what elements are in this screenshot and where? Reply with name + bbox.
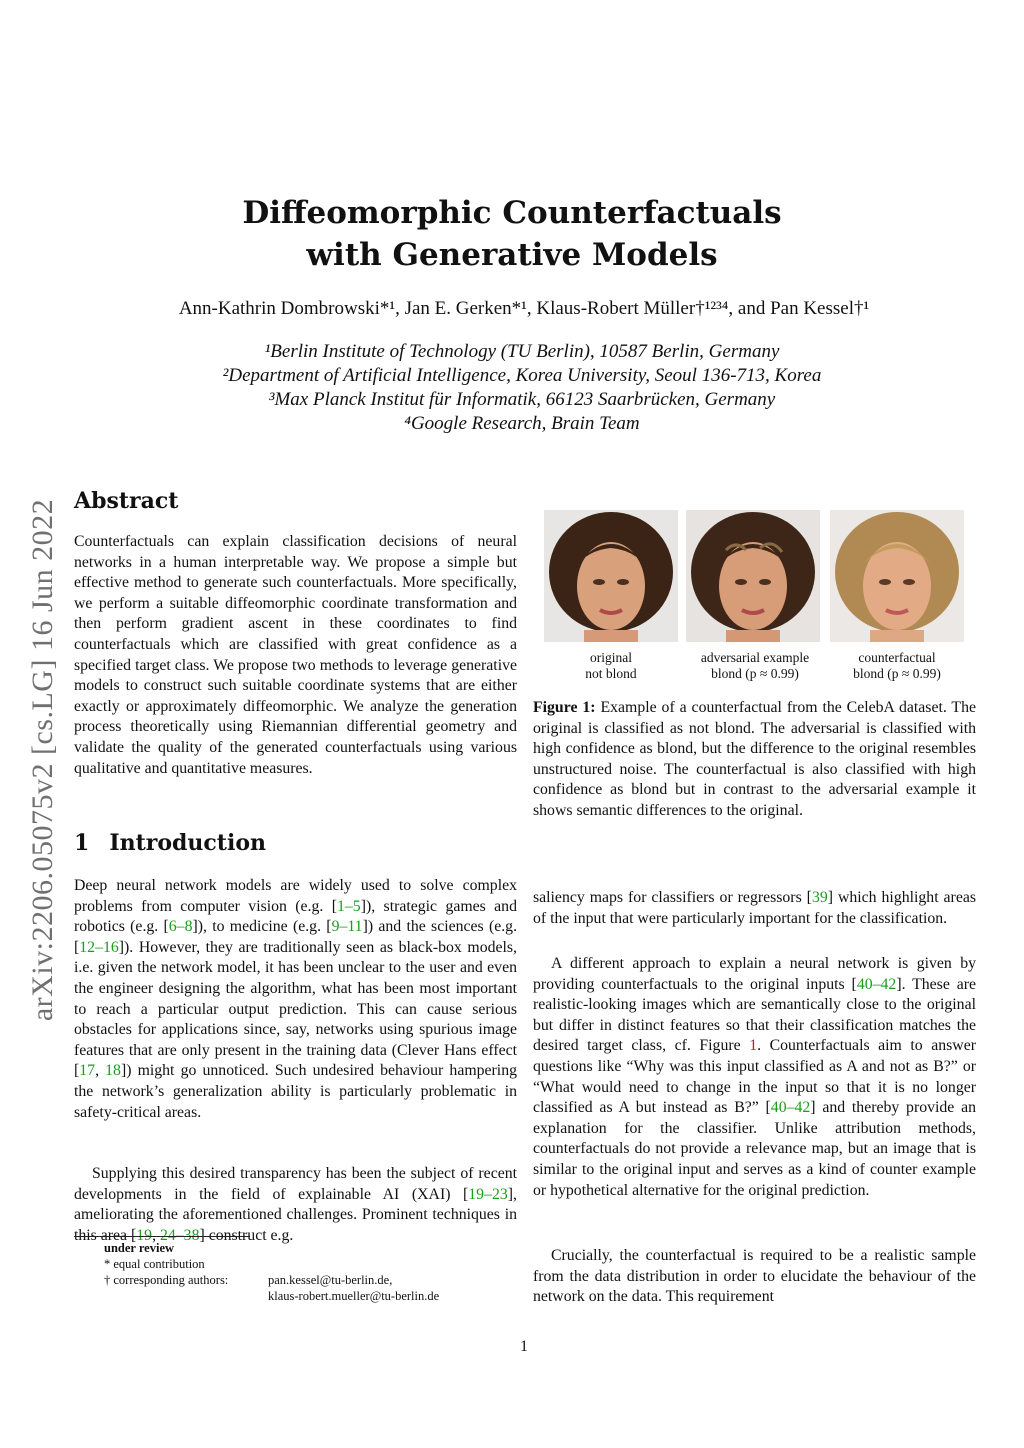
figure-label-original: original not blond [585,650,637,681]
paper-title-line2: with Generative Models [306,237,718,273]
citation-link[interactable]: 39 [811,889,828,906]
figure-image-counterfactual [830,510,964,642]
citation-link[interactable]: 9–11 [331,918,363,936]
citation-link[interactable]: 24–38 [159,1226,200,1244]
footnote-equal-contribution: * equal contribution [104,1257,205,1271]
abstract-heading: Abstract [74,488,179,514]
affiliation-2: ²Department of Artificial Intelligence, Korea University, Seoul 136-713, Korea [222,365,822,386]
figure-label-adversarial: adversarial example blond (p ≈ 0.99) [700,650,810,681]
intro-paragraph-2: Supplying this desired transparency has been the subject of recent developments in the field of explainable AI (XAI) [19–23], ameliorating the aforementioned challenges. Prominent techniques in this area [19, 24–38] construct e.g. [74,1165,517,1244]
figure-image-original [544,510,678,642]
citation-link[interactable]: 40–42 [770,1099,811,1117]
right-paragraph-3: Crucially, the counterfactual is required to be a realistic sample from the data distribution in order to elucidate the behaviour of the network on the data. This requirement [533,1247,976,1306]
figure-label-counterfactual: counterfactual blond (p ≈ 0.99) [853,650,941,681]
figure-image-adversarial [686,510,820,642]
footnote-email-2[interactable]: klaus-robert.mueller@tu-berlin.de [268,1289,440,1303]
intro-heading [74,830,266,856]
citation-link[interactable]: 1–5 [337,897,361,915]
author-list: Ann-Kathrin Dombrowski*¹, Jan E. Gerken*¹, Klaus-Robert Müller†¹²³⁴, and Pan Kessel†¹ [178,298,870,319]
citation-link[interactable]: 18 [105,1062,121,1080]
intro-paragraph-1: Deep neural network models are widely used to solve complex problems from computer vision (e.g. [1–5]), strategic games and robotics (e.g. [6–8]), to medicine (e.g. [9–11]) and the sciences (e.g. [12–16]). However, they are traditionally seen as black-box models, i.e. given the network model, it has been unclear to the user and even the engineer designing the algorithm, what has been most important to reach a particular output prediction. This can cause serious obstacles for applications since, say, networks using spurious image features that are only present in the training data (Clever Hans effect [17, 18]) might go unnoticed. Such undesired behaviour hampering the network’s generalization ability is particularly problematic in safety-critical areas. [74,877,518,1121]
footnote-review: under review [104,1241,175,1255]
figure-link[interactable]: 1 [749,1037,758,1055]
affiliation-1: ¹Berlin Institute of Technology (TU Berlin), 10587 Berlin, Germany [264,341,780,362]
citation-link[interactable]: 6–8 [168,918,193,936]
citation-link[interactable]: 17 [79,1062,96,1080]
page-number: 1 [520,1338,528,1355]
figure-caption: Figure 1: Example of a counterfactual from the CelebA dataset. The original is classified as not blond. The adversarial is classified with high confidence as blond, but the difference to the original resembles unstructured noise. The counterfactual is also classified with high confidence as blond but in contrast to the adversarial example it shows semantic differences to the original. [533,699,976,819]
paper-title-line1: Diffeomorphic Counterfactuals [242,195,782,231]
footnote-corresponding-label: † corresponding authors: [104,1273,229,1287]
citation-link[interactable]: 40–42 [856,975,897,993]
right-paragraph-1: saliency maps for classifiers or regressors [39] which highlight areas of the input that were particularly important for the classification. [533,889,976,927]
right-paragraph-2: A different approach to explain a neural network is given by providing counterfactuals to the original inputs [40–42]. These are realistic-looking images which are semantically close to the original but differ in distinct features so that their classification matches the desired target class, cf. Figure 1. Counterfactuals aim to answer questions like “Why was this input classified as A and not as B?” or “What would need to change in the input so that it is no longer classified as A but instead as B?” [40–42] and thereby provide an explanation for the classifier. Unlike attribution methods, counterfactuals do not provide a relevance map, but an image that is similar to the original input and serves as a kind of counter example or hypothetical alternative for the original prediction. [533,955,976,1199]
citation-link[interactable]: 19 [136,1226,153,1244]
intro-heading-text: Introduction [109,830,266,856]
intro-heading-number: 1 [74,830,90,856]
abstract-text: Counterfactuals can explain classification decisions of neural networks in a human interpretable way. We propose a simple but effective method to generate such counterfactuals. More specifically, we perform a suitable diffeomorphic coordinate transformation and then perform gradient ascent in these coordinates to find counterfactuals which are classified with great confidence as a specified target class. We propose two methods to leverage generative models to construct such suitable coordinate systems that are either exactly or approximately diffeomorphic. We analyze the generation process theoretically using Riemannian differential geometry and validate the quality of the generated counterfactuals using various qualitative and quantitative measures. [74,533,517,777]
footnote-email-1[interactable]: pan.kessel@tu-berlin.de, [268,1273,393,1287]
footnote-rule [74,1236,250,1237]
affiliation-3: ³Max Planck Institut für Informatik, 66123 Saarbrücken, Germany [268,389,776,410]
citation-link[interactable]: 12–16 [79,938,119,956]
citation-link[interactable]: 19–23 [468,1185,508,1203]
arxiv-identifier: arXiv:2206.05075v2 [cs.LG] 16 Jun 2022 [26,498,59,1022]
affiliation-4: ⁴Google Research, Brain Team [404,413,640,434]
